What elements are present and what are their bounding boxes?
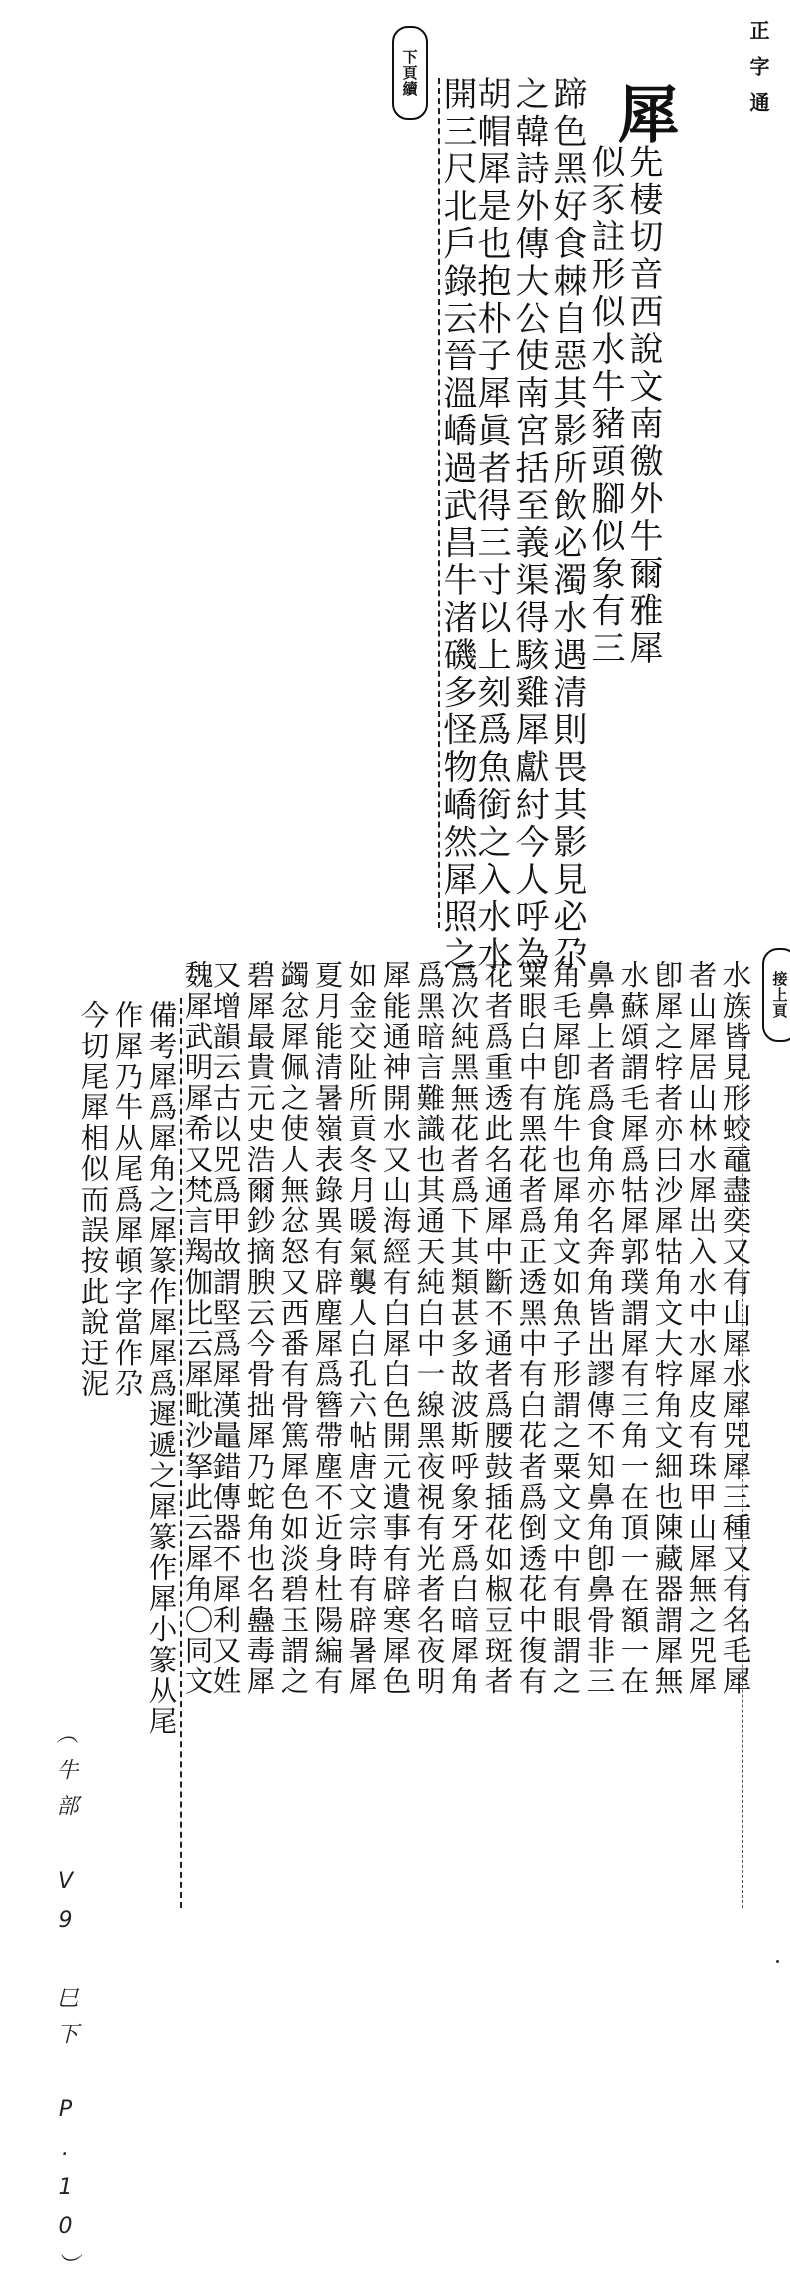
seal-text: 下頁續	[400, 49, 421, 97]
lower-text-column: 又增韻云古以兕爲甲故謂堅爲犀漢鼂錯傳器不犀利又姓	[210, 960, 239, 1697]
lower-text-column: 備考犀爲犀角之犀篆作犀犀爲遲遞之犀篆作犀小篆从尾	[146, 1000, 175, 1737]
upper-text-column: 開三尺北戶錄云晉溫嶠過武昌牛渚磯多怪物嶠然犀照之	[440, 76, 474, 974]
lower-text-column: 角毛犀卽旄牛也犀角文如魚子形謂之粟文文中有眼謂之	[550, 960, 579, 1697]
ink-speck	[776, 1960, 779, 1963]
lower-text-column: 水族皆見形蛟黿盡奕又有山犀水犀兕犀三種又有名毛犀	[720, 960, 749, 1697]
lower-text-column: 卽犀之牸者亦曰沙犀牯角文大牸角文細也陳藏器謂犀無	[652, 960, 681, 1697]
lower-text-column: 花者爲重透此名通犀中斷不通者爲腰鼓插花如椒豆斑者	[482, 960, 511, 1697]
upper-text-column: 似豕註形似水牛豬頭腳似象有三	[588, 144, 622, 668]
lower-text-column: 碧犀最貴元史浩爾鈔摘腴云今骨拙犀乃蛇角也名蠱毒犀	[244, 960, 273, 1697]
lower-text-column: 夏月能清暑嶺表錄異有辟塵犀爲簪帶塵不近身杜陽編有	[312, 960, 341, 1697]
lower-text-column: 水蘇頌謂毛犀爲牯犀郭璞謂犀有三角一在頂一在額一在	[618, 960, 647, 1697]
seal-continued-from-previous-page	[762, 948, 790, 1042]
lower-text-column: 作犀乃牛从尾爲犀頓字當作尕	[112, 1000, 141, 1399]
entry-head-character: 犀	[612, 82, 674, 144]
lower-text-column: 今切尾犀相似而誤按此說迂泥	[78, 1000, 107, 1399]
book-title: 正字通	[748, 20, 768, 128]
lower-text-column: 如金交阯所貢冬月暖氣襲人白孔六帖唐文宗時有辟暑犀	[346, 960, 375, 1697]
lower-text-column: 犀能通神開水又山海經有白犀白色開元遺事有辟寒犀色	[380, 960, 409, 1697]
lower-text-column: 粟眼白中有黑花者爲正透黑中有白花者爲倒透花中復有	[516, 960, 545, 1697]
upper-text-column: 先棲切音西說文南徼外牛爾雅犀	[626, 144, 660, 668]
upper-text-column: 之韓詩外傳大公使南宮括至義渠得駭雞犀獻紂今人呼為	[512, 76, 546, 974]
lower-text-column: 蠲忿犀佩之使人無忿怒又西番有骨篤犀色如淡碧玉謂之	[278, 960, 307, 1697]
upper-text-column: 蹄色黑好食棘自惡其影所飲必濁水遇清則畏其影見必尕	[550, 76, 584, 974]
lower-text-column: 者山犀居山林水犀出入水中水犀皮有珠甲山犀無之兕犀	[686, 960, 715, 1697]
seal-text: 接上頁	[770, 971, 790, 1019]
upper-text-column: 胡帽犀是也抱朴子犀眞者得三寸以上刻爲魚銜之入水水	[474, 76, 508, 974]
lower-text-column: 爲黑暗言難識也其通天純白中一線黑夜視有光者名夜明	[414, 960, 443, 1697]
handwritten-page-reference: （牛部 V9 巳下 P.10）	[54, 1722, 76, 2289]
lower-text-column: 鼻鼻上者爲食角亦名奔角皆出謬傳不知鼻角卽鼻骨非三	[584, 960, 613, 1697]
lower-text-column: 爲次純黑無花者爲下其類甚多故波斯呼象牙爲白暗犀角	[448, 960, 477, 1697]
seal-continued-next-page	[392, 26, 428, 120]
lower-text-column: 魏犀武明犀希又梵言羯伽比云犀毗沙拏此云犀角〇同文	[182, 960, 211, 1697]
